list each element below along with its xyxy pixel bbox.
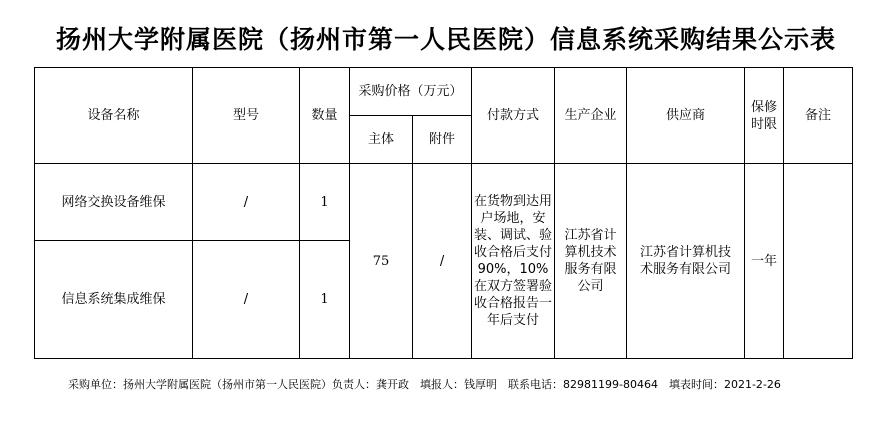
header-warranty: 保修时限 — [745, 68, 784, 164]
quantity-cell: 1 — [300, 241, 350, 359]
header-model: 型号 — [193, 68, 300, 164]
header-price: 采购价格（万元） — [350, 68, 472, 116]
price-main-cell: 75 — [350, 164, 413, 359]
manufacturer-cell: 江苏省计算机技术服务有限公司 — [555, 164, 627, 359]
remarks-cell — [784, 164, 853, 359]
model-cell: / — [193, 241, 300, 359]
device-name-cell: 信息系统集成维保 — [35, 241, 193, 359]
header-manufacturer: 生产企业 — [555, 68, 627, 164]
header-supplier: 供应商 — [627, 68, 745, 164]
payment-cell: 在货物到达用户场地，安装、调试、验收合格后支付90%，10%在双方签署验收合格报告一年后支付 — [472, 164, 555, 359]
table-row — [35, 164, 853, 241]
footer-info: 采购单位：扬州大学附属医院（扬州市第一人民医院）负责人：龚开政 填报人：钱厚明 联系电话：82981199-80464 填表时间：2021-2-26 — [68, 378, 781, 391]
header-quantity: 数量 — [300, 68, 350, 164]
header-remarks: 备注 — [784, 68, 853, 164]
header-device-name: 设备名称 — [35, 68, 193, 164]
header-payment: 付款方式 — [472, 68, 555, 164]
supplier-cell: 江苏省计算机技术服务有限公司 — [627, 164, 745, 359]
header-price-main: 主体 — [350, 116, 413, 164]
page-title: 扬州大学附属医院（扬州市第一人民医院）信息系统采购结果公示表 — [55, 25, 836, 54]
header-price-accessory: 附件 — [413, 116, 472, 164]
quantity-cell: 1 — [300, 164, 350, 241]
warranty-cell: 一年 — [745, 164, 784, 359]
device-name-cell: 网络交换设备维保 — [35, 164, 193, 241]
procurement-table — [34, 67, 853, 359]
price-accessory-cell: / — [413, 164, 472, 359]
model-cell: / — [193, 164, 300, 241]
